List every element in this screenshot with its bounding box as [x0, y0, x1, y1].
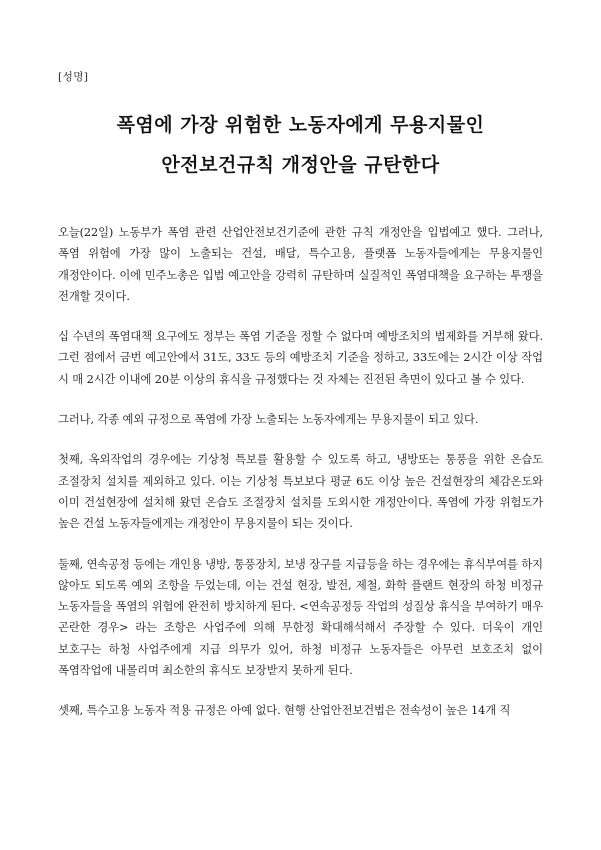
document-body — [58, 222, 543, 740]
paragraph-intro: 오늘(22일) 노동부가 폭염 관련 산업안전보건기준에 관한 규칙 개정안을 입법예고 했다. 그러나, 폭염 위험에 가장 많이 노출되는 건설, 배달, 특수고용, 플랫폼 노동자들에게는 무용지물인 개정안이다. 이에 민주노총은 입법 예고안을 강력히 규탄하며 실질적인 폭염대책을 요구하는 투쟁을 전개할 것이다. — [58, 226, 543, 303]
title-line-2: 안전보건규칙 개정안을 규탄한다 — [161, 154, 440, 176]
paragraph-background: 십 수년의 폭염대책 요구에도 정부는 폭염 기준을 정할 수 없다며 예방조치의 법제화를 거부해 왔다. 그런 점에서 금번 예고안에서 31도, 33도 등의 예방조치 기준을 정하고, 33도에는 2시간 이상 작업 시 매 2시간 이내에 20분 이상의 휴식을 규정했다는 것 자체는 진전된 측면이 있다고 볼 수 있다. — [58, 330, 543, 386]
paragraph-third-point: 셋째, 특수고용 노동자 적용 규정은 아예 없다. 현행 산업안전보건법은 전속성이 높은 14개 직 — [58, 704, 511, 718]
paragraph-however: 그러나, 각종 예외 규정으로 폭염에 가장 노출되는 노동자에게는 무용지물이 되고 있다. — [58, 413, 479, 427]
title-line-1: 폭염에 가장 위험한 노동자에게 무용지물인 — [116, 114, 485, 136]
paragraph-second-point: 둘째, 연속공정 등에는 개인용 냉방, 통풍장치, 보냉 장구를 지급등을 하는 경우에는 휴식부여를 하지 않아도 되도록 예외 조항을 두었는데, 이는 건설 현장, 발전, 제철, 화학 플랜트 현장의 하청 비정규 노동자들을 폭염의 위험에 완전히 방치하게 된다. <연속공정등 작업의 성질상 휴식을 부여하기 매우 곤란한 경우> 라는 조항은 사업주에 의해 무한정 확대해석해서 주장할 수 있다. 더욱이 개인 보호구는 하청 사업주에게 지급 의무가 있어, 하청 비정규 노동자들은 아무런 보호조치 없이 폭염작업에 내몰리며 최소한의 휴식도 보장받지 못하게 된다. — [58, 557, 543, 678]
paragraph-first-point: 첫째, 옥외작업의 경우에는 기상청 특보를 활용할 수 있도록 하고, 냉방또는 통풍을 위한 온습도 조절장치 설치를 제외하고 있다. 이는 기상청 특보보다 평균 6도 이상 높은 건설현장의 체감온도와 이미 건설현장에 설치해 왔던 온습도 조절장치 설치를 도외시한 개정안이다. 폭염에 가장 위험도가 높은 건설 노동자들에게는 개정안이 무용지물이 되는 것이다. — [58, 453, 543, 531]
statement-tag: [성명] — [58, 71, 89, 83]
